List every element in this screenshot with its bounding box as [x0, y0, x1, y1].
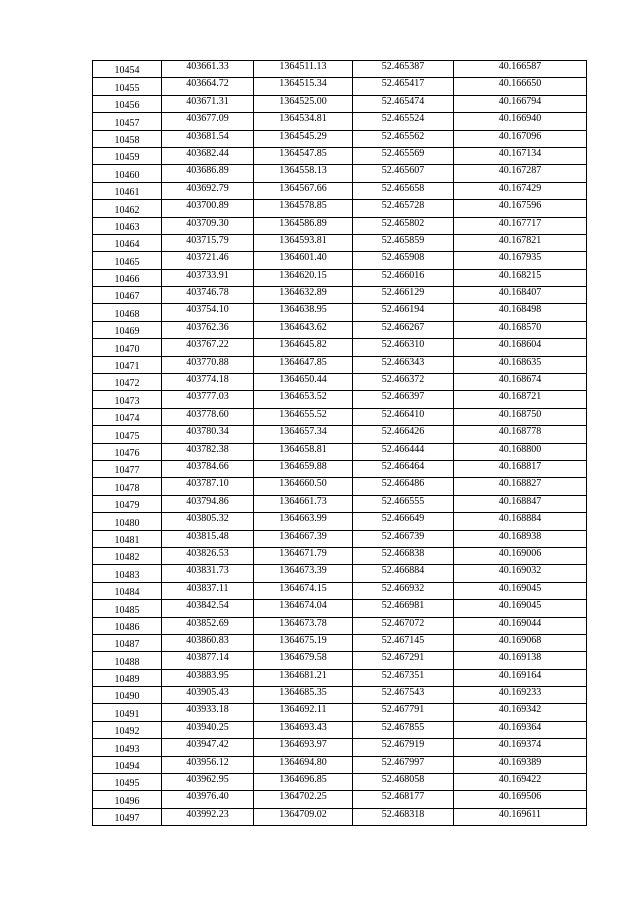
point-number-cell: 10477 — [93, 460, 162, 477]
latitude-cell: 52.467291 — [353, 652, 454, 669]
table-row — [93, 704, 587, 721]
longitude-cell: 40.169364 — [454, 721, 587, 738]
y-coordinate-cell: 1364660.50 — [254, 478, 353, 495]
point-number-cell: 10495 — [93, 774, 162, 791]
point-number-cell: 10455 — [93, 78, 162, 95]
x-coordinate-cell: 403780.34 — [162, 426, 254, 443]
latitude-cell: 52.465387 — [353, 61, 454, 78]
longitude-cell: 40.169006 — [454, 547, 587, 564]
longitude-cell: 40.167596 — [454, 200, 587, 217]
point-number-cell: 10491 — [93, 704, 162, 721]
x-coordinate-cell: 403767.22 — [162, 339, 254, 356]
longitude-cell: 40.166650 — [454, 78, 587, 95]
y-coordinate-cell: 1364593.81 — [254, 234, 353, 251]
table-row — [93, 443, 587, 460]
y-coordinate-cell: 1364657.34 — [254, 426, 353, 443]
longitude-cell: 40.169506 — [454, 791, 587, 808]
table-row — [93, 756, 587, 773]
table-row — [93, 634, 587, 651]
point-number-cell: 10476 — [93, 443, 162, 460]
point-number-cell: 10473 — [93, 391, 162, 408]
longitude-cell: 40.169032 — [454, 565, 587, 582]
y-coordinate-cell: 1364525.00 — [254, 95, 353, 112]
latitude-cell: 52.466372 — [353, 374, 454, 391]
y-coordinate-cell: 1364674.15 — [254, 582, 353, 599]
point-number-cell: 10497 — [93, 808, 162, 825]
x-coordinate-cell: 403877.14 — [162, 652, 254, 669]
point-number-cell: 10489 — [93, 669, 162, 686]
table-row — [93, 478, 587, 495]
latitude-cell: 52.467997 — [353, 756, 454, 773]
x-coordinate-cell: 403677.09 — [162, 113, 254, 130]
longitude-cell: 40.167717 — [454, 217, 587, 234]
latitude-cell: 52.466838 — [353, 547, 454, 564]
x-coordinate-cell: 403976.40 — [162, 791, 254, 808]
point-number-cell: 10469 — [93, 321, 162, 338]
latitude-cell: 52.465908 — [353, 252, 454, 269]
table-row — [93, 339, 587, 356]
x-coordinate-cell: 403733.91 — [162, 269, 254, 286]
y-coordinate-cell: 1364643.62 — [254, 321, 353, 338]
y-coordinate-cell: 1364658.81 — [254, 443, 353, 460]
latitude-cell: 52.466884 — [353, 565, 454, 582]
table-row — [93, 356, 587, 373]
coordinates-table — [92, 60, 587, 826]
point-number-cell: 10488 — [93, 652, 162, 669]
point-number-cell: 10487 — [93, 634, 162, 651]
y-coordinate-cell: 1364692.11 — [254, 704, 353, 721]
point-number-cell: 10478 — [93, 478, 162, 495]
latitude-cell: 52.468318 — [353, 808, 454, 825]
x-coordinate-cell: 403777.03 — [162, 391, 254, 408]
point-number-cell: 10483 — [93, 565, 162, 582]
latitude-cell: 52.465524 — [353, 113, 454, 130]
table-row — [93, 200, 587, 217]
table-row — [93, 61, 587, 78]
y-coordinate-cell: 1364663.99 — [254, 513, 353, 530]
x-coordinate-cell: 403709.30 — [162, 217, 254, 234]
latitude-cell: 52.466464 — [353, 460, 454, 477]
point-number-cell: 10486 — [93, 617, 162, 634]
x-coordinate-cell: 403762.36 — [162, 321, 254, 338]
latitude-cell: 52.468177 — [353, 791, 454, 808]
table-row — [93, 460, 587, 477]
x-coordinate-cell: 403774.18 — [162, 374, 254, 391]
x-coordinate-cell: 403782.38 — [162, 443, 254, 460]
y-coordinate-cell: 1364673.78 — [254, 617, 353, 634]
latitude-cell: 52.467543 — [353, 687, 454, 704]
longitude-cell: 40.168750 — [454, 408, 587, 425]
y-coordinate-cell: 1364667.39 — [254, 530, 353, 547]
x-coordinate-cell: 403715.79 — [162, 234, 254, 251]
table-row — [93, 130, 587, 147]
point-number-cell: 10462 — [93, 200, 162, 217]
x-coordinate-cell: 403661.33 — [162, 61, 254, 78]
point-number-cell: 10457 — [93, 113, 162, 130]
longitude-cell: 40.168800 — [454, 443, 587, 460]
y-coordinate-cell: 1364693.97 — [254, 739, 353, 756]
table-row — [93, 78, 587, 95]
latitude-cell: 52.466486 — [353, 478, 454, 495]
longitude-cell: 40.167429 — [454, 182, 587, 199]
table-row — [93, 304, 587, 321]
x-coordinate-cell: 403947.42 — [162, 739, 254, 756]
longitude-cell: 40.169611 — [454, 808, 587, 825]
x-coordinate-cell: 403956.12 — [162, 756, 254, 773]
latitude-cell: 52.466426 — [353, 426, 454, 443]
y-coordinate-cell: 1364511.13 — [254, 61, 353, 78]
table-row — [93, 495, 587, 512]
latitude-cell: 52.465658 — [353, 182, 454, 199]
table-row — [93, 269, 587, 286]
table-row — [93, 652, 587, 669]
table-row — [93, 721, 587, 738]
point-number-cell: 10468 — [93, 304, 162, 321]
longitude-cell: 40.168570 — [454, 321, 587, 338]
point-number-cell: 10493 — [93, 739, 162, 756]
longitude-cell: 40.167821 — [454, 234, 587, 251]
table-row — [93, 791, 587, 808]
y-coordinate-cell: 1364659.88 — [254, 460, 353, 477]
x-coordinate-cell: 403778.60 — [162, 408, 254, 425]
x-coordinate-cell: 403852.69 — [162, 617, 254, 634]
latitude-cell: 52.465474 — [353, 95, 454, 112]
y-coordinate-cell: 1364645.82 — [254, 339, 353, 356]
longitude-cell: 40.169138 — [454, 652, 587, 669]
x-coordinate-cell: 403682.44 — [162, 147, 254, 164]
y-coordinate-cell: 1364671.79 — [254, 547, 353, 564]
point-number-cell: 10485 — [93, 600, 162, 617]
latitude-cell: 52.465562 — [353, 130, 454, 147]
y-coordinate-cell: 1364638.95 — [254, 304, 353, 321]
y-coordinate-cell: 1364674.04 — [254, 600, 353, 617]
longitude-cell: 40.169164 — [454, 669, 587, 686]
table-row — [93, 287, 587, 304]
latitude-cell: 52.466397 — [353, 391, 454, 408]
table-row — [93, 408, 587, 425]
table-row — [93, 565, 587, 582]
latitude-cell: 52.466981 — [353, 600, 454, 617]
y-coordinate-cell: 1364515.34 — [254, 78, 353, 95]
longitude-cell: 40.168721 — [454, 391, 587, 408]
latitude-cell: 52.467791 — [353, 704, 454, 721]
latitude-cell: 52.465569 — [353, 147, 454, 164]
table-row — [93, 582, 587, 599]
longitude-cell: 40.168827 — [454, 478, 587, 495]
latitude-cell: 52.465802 — [353, 217, 454, 234]
x-coordinate-cell: 403770.88 — [162, 356, 254, 373]
longitude-cell: 40.168635 — [454, 356, 587, 373]
x-coordinate-cell: 403671.31 — [162, 95, 254, 112]
longitude-cell: 40.167096 — [454, 130, 587, 147]
latitude-cell: 52.466267 — [353, 321, 454, 338]
point-number-cell: 10474 — [93, 408, 162, 425]
x-coordinate-cell: 403805.32 — [162, 513, 254, 530]
latitude-cell: 52.465859 — [353, 234, 454, 251]
longitude-cell: 40.169342 — [454, 704, 587, 721]
latitude-cell: 52.466343 — [353, 356, 454, 373]
point-number-cell: 10456 — [93, 95, 162, 112]
latitude-cell: 52.465728 — [353, 200, 454, 217]
y-coordinate-cell: 1364620.15 — [254, 269, 353, 286]
longitude-cell: 40.169044 — [454, 617, 587, 634]
latitude-cell: 52.466194 — [353, 304, 454, 321]
x-coordinate-cell: 403842.54 — [162, 600, 254, 617]
x-coordinate-cell: 403784.66 — [162, 460, 254, 477]
x-coordinate-cell: 403883.95 — [162, 669, 254, 686]
table-row — [93, 426, 587, 443]
y-coordinate-cell: 1364567.66 — [254, 182, 353, 199]
y-coordinate-cell: 1364586.89 — [254, 217, 353, 234]
longitude-cell: 40.169374 — [454, 739, 587, 756]
table-row — [93, 182, 587, 199]
longitude-cell: 40.168604 — [454, 339, 587, 356]
y-coordinate-cell: 1364534.81 — [254, 113, 353, 130]
longitude-cell: 40.169045 — [454, 600, 587, 617]
longitude-cell: 40.166587 — [454, 61, 587, 78]
x-coordinate-cell: 403826.53 — [162, 547, 254, 564]
point-number-cell: 10490 — [93, 687, 162, 704]
longitude-cell: 40.167287 — [454, 165, 587, 182]
point-number-cell: 10467 — [93, 287, 162, 304]
table-row — [93, 147, 587, 164]
table-row — [93, 547, 587, 564]
table-row — [93, 321, 587, 338]
longitude-cell: 40.168778 — [454, 426, 587, 443]
latitude-cell: 52.467072 — [353, 617, 454, 634]
x-coordinate-cell: 403754.10 — [162, 304, 254, 321]
y-coordinate-cell: 1364653.52 — [254, 391, 353, 408]
x-coordinate-cell: 403746.78 — [162, 287, 254, 304]
table-row — [93, 530, 587, 547]
y-coordinate-cell: 1364655.52 — [254, 408, 353, 425]
latitude-cell: 52.466932 — [353, 582, 454, 599]
y-coordinate-cell: 1364601.40 — [254, 252, 353, 269]
x-coordinate-cell: 403933.18 — [162, 704, 254, 721]
table-row — [93, 113, 587, 130]
y-coordinate-cell: 1364673.39 — [254, 565, 353, 582]
x-coordinate-cell: 403700.89 — [162, 200, 254, 217]
longitude-cell: 40.168407 — [454, 287, 587, 304]
longitude-cell: 40.169422 — [454, 774, 587, 791]
table-row — [93, 165, 587, 182]
longitude-cell: 40.169068 — [454, 634, 587, 651]
y-coordinate-cell: 1364681.21 — [254, 669, 353, 686]
point-number-cell: 10482 — [93, 547, 162, 564]
point-number-cell: 10484 — [93, 582, 162, 599]
x-coordinate-cell: 403831.73 — [162, 565, 254, 582]
table-row — [93, 808, 587, 825]
latitude-cell: 52.466310 — [353, 339, 454, 356]
y-coordinate-cell: 1364650.44 — [254, 374, 353, 391]
x-coordinate-cell: 403721.46 — [162, 252, 254, 269]
point-number-cell: 10494 — [93, 756, 162, 773]
table-row — [93, 95, 587, 112]
point-number-cell: 10460 — [93, 165, 162, 182]
longitude-cell: 40.169045 — [454, 582, 587, 599]
longitude-cell: 40.168817 — [454, 460, 587, 477]
longitude-cell: 40.168847 — [454, 495, 587, 512]
x-coordinate-cell: 403794.86 — [162, 495, 254, 512]
y-coordinate-cell: 1364578.85 — [254, 200, 353, 217]
y-coordinate-cell: 1364647.85 — [254, 356, 353, 373]
table-row — [93, 739, 587, 756]
longitude-cell: 40.166794 — [454, 95, 587, 112]
coordinates-table-body — [93, 61, 587, 826]
longitude-cell: 40.168674 — [454, 374, 587, 391]
point-number-cell: 10459 — [93, 147, 162, 164]
table-row — [93, 234, 587, 251]
table-row — [93, 513, 587, 530]
y-coordinate-cell: 1364693.43 — [254, 721, 353, 738]
point-number-cell: 10480 — [93, 513, 162, 530]
latitude-cell: 52.465417 — [353, 78, 454, 95]
x-coordinate-cell: 403692.79 — [162, 182, 254, 199]
table-row — [93, 600, 587, 617]
x-coordinate-cell: 403860.83 — [162, 634, 254, 651]
point-number-cell: 10470 — [93, 339, 162, 356]
x-coordinate-cell: 403664.72 — [162, 78, 254, 95]
longitude-cell: 40.169389 — [454, 756, 587, 773]
point-number-cell: 10496 — [93, 791, 162, 808]
y-coordinate-cell: 1364696.85 — [254, 774, 353, 791]
x-coordinate-cell: 403992.23 — [162, 808, 254, 825]
point-number-cell: 10481 — [93, 530, 162, 547]
point-number-cell: 10466 — [93, 269, 162, 286]
y-coordinate-cell: 1364694.80 — [254, 756, 353, 773]
latitude-cell: 52.466016 — [353, 269, 454, 286]
point-number-cell: 10472 — [93, 374, 162, 391]
latitude-cell: 52.466444 — [353, 443, 454, 460]
table-row — [93, 687, 587, 704]
table-row — [93, 391, 587, 408]
y-coordinate-cell: 1364679.58 — [254, 652, 353, 669]
y-coordinate-cell: 1364702.25 — [254, 791, 353, 808]
y-coordinate-cell: 1364661.73 — [254, 495, 353, 512]
point-number-cell: 10475 — [93, 426, 162, 443]
longitude-cell: 40.167935 — [454, 252, 587, 269]
x-coordinate-cell: 403686.89 — [162, 165, 254, 182]
point-number-cell: 10464 — [93, 234, 162, 251]
latitude-cell: 52.468058 — [353, 774, 454, 791]
x-coordinate-cell: 403905.43 — [162, 687, 254, 704]
point-number-cell: 10461 — [93, 182, 162, 199]
x-coordinate-cell: 403815.48 — [162, 530, 254, 547]
table-row — [93, 774, 587, 791]
x-coordinate-cell: 403940.25 — [162, 721, 254, 738]
point-number-cell: 10471 — [93, 356, 162, 373]
point-number-cell: 10465 — [93, 252, 162, 269]
latitude-cell: 52.466129 — [353, 287, 454, 304]
y-coordinate-cell: 1364709.02 — [254, 808, 353, 825]
longitude-cell: 40.168498 — [454, 304, 587, 321]
table-row — [93, 217, 587, 234]
y-coordinate-cell: 1364547.85 — [254, 147, 353, 164]
x-coordinate-cell: 403681.54 — [162, 130, 254, 147]
table-row — [93, 617, 587, 634]
latitude-cell: 52.465607 — [353, 165, 454, 182]
point-number-cell: 10454 — [93, 61, 162, 78]
longitude-cell: 40.169233 — [454, 687, 587, 704]
point-number-cell: 10479 — [93, 495, 162, 512]
longitude-cell: 40.168884 — [454, 513, 587, 530]
latitude-cell: 52.466649 — [353, 513, 454, 530]
y-coordinate-cell: 1364545.29 — [254, 130, 353, 147]
latitude-cell: 52.467919 — [353, 739, 454, 756]
point-number-cell: 10492 — [93, 721, 162, 738]
y-coordinate-cell: 1364632.89 — [254, 287, 353, 304]
x-coordinate-cell: 403962.95 — [162, 774, 254, 791]
point-number-cell: 10463 — [93, 217, 162, 234]
latitude-cell: 52.467351 — [353, 669, 454, 686]
point-number-cell: 10458 — [93, 130, 162, 147]
y-coordinate-cell: 1364685.35 — [254, 687, 353, 704]
table-row — [93, 252, 587, 269]
y-coordinate-cell: 1364558.13 — [254, 165, 353, 182]
latitude-cell: 52.466739 — [353, 530, 454, 547]
table-row — [93, 374, 587, 391]
y-coordinate-cell: 1364675.19 — [254, 634, 353, 651]
x-coordinate-cell: 403837.11 — [162, 582, 254, 599]
table-row — [93, 669, 587, 686]
latitude-cell: 52.467855 — [353, 721, 454, 738]
x-coordinate-cell: 403787.10 — [162, 478, 254, 495]
longitude-cell: 40.167134 — [454, 147, 587, 164]
latitude-cell: 52.466410 — [353, 408, 454, 425]
longitude-cell: 40.166940 — [454, 113, 587, 130]
longitude-cell: 40.168215 — [454, 269, 587, 286]
latitude-cell: 52.466555 — [353, 495, 454, 512]
longitude-cell: 40.168938 — [454, 530, 587, 547]
latitude-cell: 52.467145 — [353, 634, 454, 651]
